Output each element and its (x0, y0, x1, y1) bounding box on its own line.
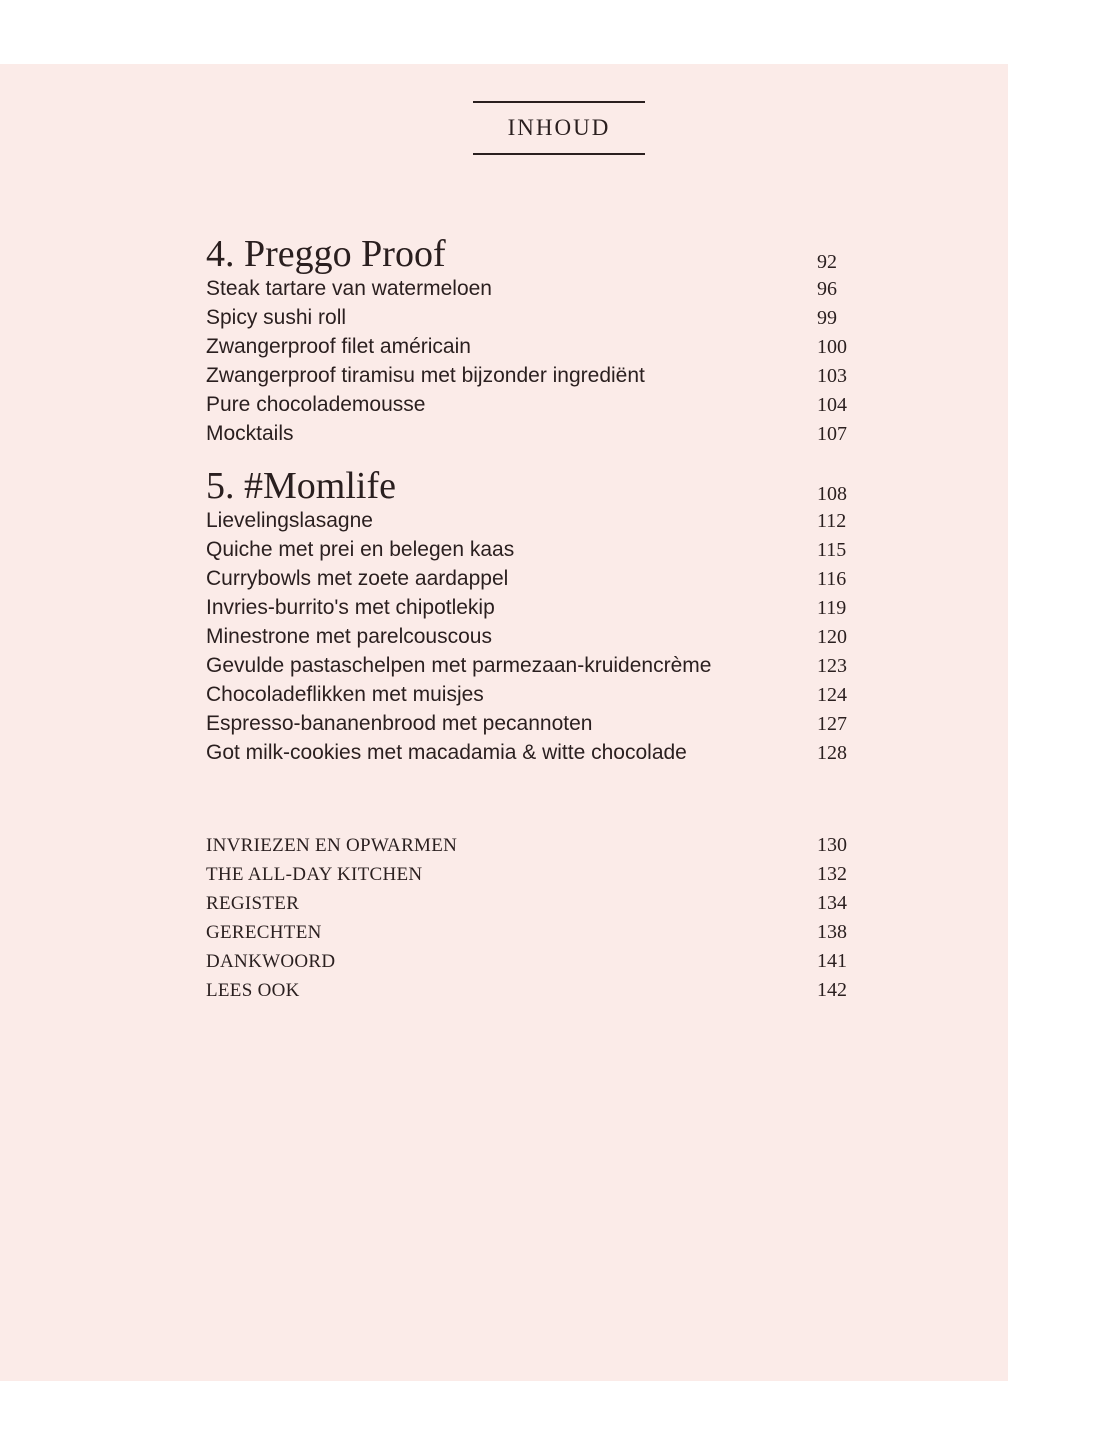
page-number: 104 (817, 394, 847, 416)
entry-title: Zwangerproof tiramisu met bijzonder ingrediënt (206, 364, 645, 387)
toc-entry[interactable] (206, 682, 852, 711)
toc-back-matter (206, 832, 852, 1006)
toc-title-block (473, 101, 645, 155)
toc-entry[interactable] (206, 624, 852, 653)
entry-title: THE ALL-DAY KITCHEN (206, 864, 423, 885)
page-number: 123 (817, 655, 847, 677)
toc-entry[interactable] (206, 421, 852, 450)
toc-entry[interactable] (206, 508, 852, 537)
entry-title: Minestrone met parelcouscous (206, 625, 492, 648)
page-number: 132 (817, 863, 847, 885)
page-number: 99 (817, 307, 837, 329)
page-number: 138 (817, 921, 847, 943)
toc-entry[interactable] (206, 653, 852, 682)
page-number: 142 (817, 979, 847, 1001)
toc-section-momlife (206, 465, 852, 769)
toc-entry[interactable] (206, 595, 852, 624)
entry-title: Mocktails (206, 422, 294, 445)
entry-title: Pure chocolademousse (206, 393, 426, 416)
entry-title: Got milk-cookies met macadamia & witte chocolade (206, 741, 687, 764)
chapter-heading: 5. #Momlife (206, 465, 396, 507)
toc-entry[interactable] (206, 334, 852, 363)
entry-title: Lievelingslasagne (206, 509, 373, 532)
toc-back-matter-entry[interactable] (206, 977, 852, 1006)
page-title: INHOUD (507, 115, 611, 140)
page-number: 134 (817, 892, 847, 914)
page-number: 108 (817, 483, 847, 505)
page-number: 128 (817, 742, 847, 764)
toc-entry[interactable] (206, 363, 852, 392)
page-number: 141 (817, 950, 847, 972)
page-number: 92 (817, 251, 837, 273)
toc-entry[interactable] (206, 305, 852, 334)
page-number: 124 (817, 684, 847, 706)
toc-entry[interactable] (206, 392, 852, 421)
entry-title: GERECHTEN (206, 922, 322, 943)
page-number: 120 (817, 626, 847, 648)
page-number: 112 (817, 510, 847, 532)
toc-entry[interactable] (206, 276, 852, 305)
chapter-heading-row[interactable] (206, 465, 852, 508)
entry-title: Spicy sushi roll (206, 306, 347, 329)
entry-title: Steak tartare van watermeloen (206, 277, 492, 300)
page-number: 127 (817, 713, 847, 735)
toc-entry[interactable] (206, 566, 852, 595)
toc-entry[interactable] (206, 537, 852, 566)
page-number: 107 (817, 423, 847, 445)
entry-title: Currybowls met zoete aardappel (206, 567, 509, 590)
entry-title: REGISTER (206, 893, 300, 914)
entry-title: Chocoladeflikken met muisjes (206, 683, 484, 706)
page-number: 115 (817, 539, 847, 561)
entry-title: Zwangerproof filet américain (206, 335, 471, 358)
entry-title: DANKWOORD (206, 951, 336, 972)
page-number: 103 (817, 365, 847, 387)
toc-back-matter-entry[interactable] (206, 890, 852, 919)
toc-back-matter-entry[interactable] (206, 919, 852, 948)
entry-title: Quiche met prei en belegen kaas (206, 538, 515, 561)
entry-title: Invries-burrito's met chipotlekip (206, 596, 495, 619)
chapter-heading-row[interactable] (206, 233, 852, 276)
entry-title: Gevulde pastaschelpen met parmezaan-kruidencrème (206, 654, 712, 677)
entry-title: LEES OOK (206, 980, 300, 1001)
page-number: 116 (817, 568, 847, 590)
toc-section-preggo-proof (206, 233, 852, 450)
toc-entry[interactable] (206, 740, 852, 769)
toc-back-matter-entry[interactable] (206, 948, 852, 977)
page-number: 96 (817, 278, 837, 300)
toc-back-matter-entry[interactable] (206, 832, 852, 861)
page-number: 100 (817, 336, 847, 358)
chapter-heading: 4. Preggo Proof (206, 233, 446, 275)
toc-back-matter-entry[interactable] (206, 861, 852, 890)
page-number: 130 (817, 834, 847, 856)
entry-title: Espresso-bananenbrood met pecannoten (206, 712, 593, 735)
book-page (0, 64, 1008, 1381)
entry-title: INVRIEZEN EN OPWARMEN (206, 835, 458, 856)
toc-entry[interactable] (206, 711, 852, 740)
page-number: 119 (817, 597, 847, 619)
